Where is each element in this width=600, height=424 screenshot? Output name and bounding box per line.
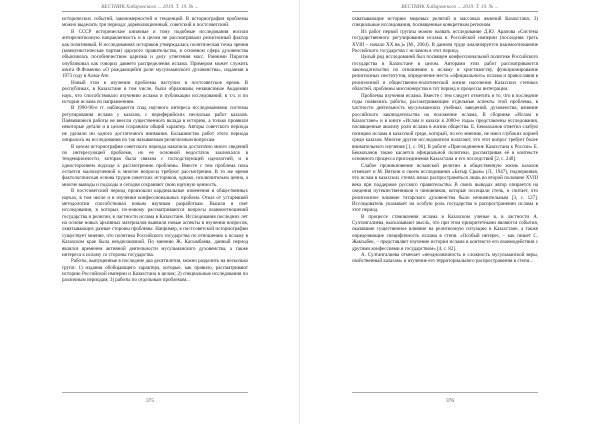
paragraph: В 1990-90-е гг. наблюдается спад научного интереса исследованиями системы регулирования ислама у казахов, с периферийских несколько работ казахов. Появившиеся работы не внесли существенного вклада в историю, а только проявили некоторые детали и в целом сохранили общий характер. Авторы советского периода не уделяли ни одного достаточного внимания. Большинство работ этого периода опиралось на исследования по так называемым религиозным вопросам. — [62, 105, 248, 144]
page-number: 376 — [445, 398, 455, 404]
body-text-column — [352, 16, 538, 382]
paragraph: охватывающие историю мировых религий и массовых явлений Казахстана; 3) специальные исследования, посвященные конкретным регионам. — [352, 16, 538, 29]
running-header: ВЕСТНИК Хабаровского ... 2019. Т. 19. № ... — [101, 4, 199, 10]
paragraph: Проблемы изучения ислама. Вместе с тем следует отметить и то, что в последние годы появились работы, рассматривающие отдельные аспекты этой проблемы, в частности деятельность мусульманских учебных заведений, духовенства, влияние российского законодательства на положение ислама. В сборнике «Ислам в Казахстане» и в книге «Ислам и казахи в 2000-е годы» представлены исследования, посвященные анализу роли ислама в жизни общества. Е. Бекмаханов отметил слабую позицию ислама в казахской среде, который, по его мнению, не имел глубоких корней среди казахов. Многие другие исследователи полагают, что этот вопрос требует более внимательного изучения [1, с. 96]. В работе «Присоединение Казахстана к России» Е. Бекмаханов также касается официальной политики, рассматривая её в контексте основного процесса присоединения Казахстана и его последствий [2, с. 248]. — [352, 92, 538, 163]
paragraph: В СССР исторические книжные и тому подобные исследования носили антирелигиозную направленность и в целом не рассматривали религиозный фактор как позитивный. В исследованиях историков утверждалась политическая точка зрения (коммунистическая партия) царского правительства, в основном сфера духовенства объяснялась пособничеством царизма и делу угнетения масс. Ранними Пирогов опубликовал как говорил давнего распределения ислама. Примером может служить книга Ф.Фоменко «О рождающейся роли мусульманского духовенства», изданная в 1973 году в Алма-Ате. — [62, 28, 248, 80]
running-header: ВЕСТНИК Хабаровского ... 2019. Т. 19. № ... — [401, 4, 499, 10]
paragraph: В постсоветский период произошли кардинальные изменения в общественных науках, в том числе и в изучении конфессиональных проблем. Отказ от устаревшей методологии способствовал новым научным разработкам. Вышли в свет исследования, в которых по-новому рассматриваются вопросы взаимоотношений государства и религии, в частности ислама в Казахстане. Исследования последних лет на основе новых архивных материалов выявили новые аспекты в изучении вопросов, охватывающих разные стороны проблемы. Например, в постсоветской историографии существует мнение, что политика Российского государства по отношению к исламу в Казахском крае была неоднозначной. По мнению Ж. Касымбаева, данный период являлся временем активной деятельности мусульманского духовенства, а также интереса к исламу со стороны государства. — [62, 188, 248, 258]
header-rule — [352, 11, 538, 12]
paragraph: исторических событий, закономерностей и тенденций. В историографии проблемы можно выделить три периода: дореволюционный, советский и постсоветский. — [62, 16, 248, 29]
footer-rule — [352, 392, 538, 393]
paragraph: А. Султангалиева отмечает «неоднозначность и сложность мусульманской веры, свойственный казахам» и изучение его территориального распространения в степи... — [352, 251, 538, 265]
paragraph: Из работ первой группы можно назвать исследование Д.Ю. Арапова «Система государственного регулирования ислама в Российской империи (последняя треть XVIII – начало XX вв.)» (М., 2004). В данном труде анализируется взаимоотношение Российского государства с исламом в этот период. — [352, 28, 538, 54]
paragraph: В целом историография советского периода накопила достаточно много сведений по интересующей проблеме, но ее основной недостаток заключался в тенденциозности, которая была связана с господствующей идеологией, и в одностороннем подходе к рассмотрению проблемы. Вместе с тем проблема пока остается малоизученной и многие вопросы требуют рассмотрения. В то же время фактологическая основа трудов советских историков, однако, исключительно ценна, а многие выводы и подходы и сегодня сохраняют свою научную ценность. — [62, 143, 248, 188]
right-page — [300, 0, 600, 424]
paragraph: Новый этап в изучении проблемы наступил в постсоветское время. В республиках, в Казахстане в том числе, были образованы независимые Академии наук, что способствовало изучению ислама и публикации исследований, в т.ч. и по истории ислама по направлениям. — [62, 79, 248, 105]
header-rule — [62, 11, 248, 12]
paragraph: В процессе становления ислама в Казахском ученые в, в частности А. Султангалиева, высказывают мысль, что при этом приоритетными являются события, оказавшие существенное влияние на религиозную ситуацию в Казахстане, а также определяющие специфичность ислама в степи. «Особый интерес, – как пишет С. Жаксыбек, – представляет изучение истории ислама в контексте его взаимодействия с другими конфессиями и государством» [4, с. 82]. — [352, 213, 538, 252]
body-text-column — [62, 16, 248, 382]
paragraph: Слабое проникновение исламской религии в общественную жизнь казахов отмечает и М. Вяткин в своем исследовании «Батыр Срым» (Л., 1947), подчеркивая, что ислам в казахских степях начал распространяться лишь во второй половине XVIII века при поддержке русского правительства. В своих выводах автор опирается на сведения путешественников и чиновников, которые посещали степь, и считает, что религиозное влияние татарского духовенства было незначительным [3, с. 127]. Исследователь указывает на особую роль государства в распространении ислама в этот период. — [352, 162, 538, 214]
paragraph: Работы, выпущенные в последние два десятилетия, можно разделить на несколько групп: 1) издания обобщающего характера, которые, как правило, рассматривают историю Российской империи и Казахстана в целом; 2) специальные исследования по различным периодам; 3) работы по отдельным проблемам... — [62, 258, 248, 284]
paragraph: Целый ряд исследований был посвящен конфессиональной политике Российского государства в Казахстане в целом. Авторами этих работ рассматриваются законодательство по отношению к исламу и христианству, функционирование религиозных институтов, определение места «официального» ислама и православия в религиозной и общественно-политической жизни населения Казахских степных областей, проблемы миссионерства в тот период и процессы интеграции. — [352, 54, 538, 93]
page-number: 375 — [145, 398, 155, 404]
footer-rule — [62, 392, 248, 393]
